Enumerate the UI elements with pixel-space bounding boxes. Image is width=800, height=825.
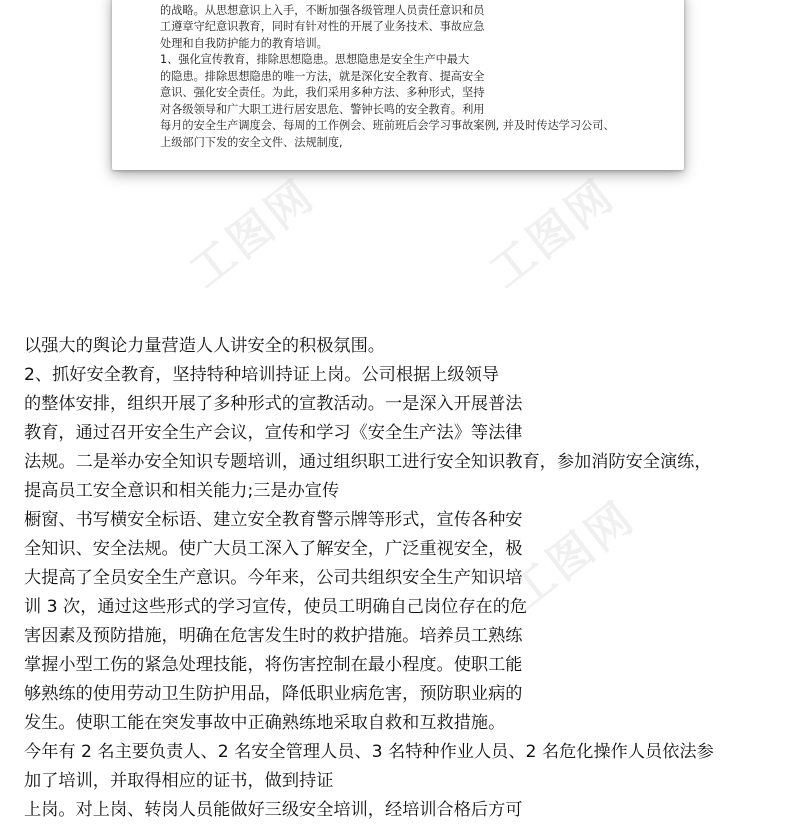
body-line: 的整体安排，组织开展了多种形式的宣教活动。一是深入开展普法 bbox=[24, 394, 523, 414]
document-page-text bbox=[160, 0, 680, 151]
body-line: 害因素及预防措施，明确在危害发生时的救护措施。培养员工熟练 bbox=[24, 626, 523, 646]
body-line: 以强大的舆论力量营造人人讲安全的积极氛围。 bbox=[24, 336, 385, 356]
doc-line: 的隐患。排除思想隐患的唯一方法，就是深化安全教育、提高安全 bbox=[160, 69, 485, 83]
watermark-logo: 工图网 bbox=[480, 169, 626, 298]
doc-line: 1、强化宣传教育，排除思想隐患。思想隐患是安全生产中最大 bbox=[160, 53, 470, 66]
doc-line: 工遵章守纪意识教育，同时有针对性的开展了业务技术、事故应急 bbox=[160, 20, 485, 33]
body-line: 2、抓好安全教育，坚持特种培训持证上岗。公司根据上级领导 bbox=[24, 365, 500, 385]
watermark-logo: 工图网 bbox=[180, 169, 326, 298]
watermark-logo: 工图网 bbox=[500, 491, 646, 620]
body-line: 教育，通过召开安全生产会议，宣传和学习《安全生产法》等法律 bbox=[24, 423, 523, 443]
doc-line: 对各级领导和广大职工进行居安思危、警钟长鸣的安全教育。利用 bbox=[160, 102, 485, 116]
doc-line: 意识、强化安全责任。为此，我们采用多种方法、多种形式，坚持 bbox=[160, 86, 485, 99]
doc-line: 每月的安全生产调度会、每周的工作例会、班前班后会学习事故案例, 并及时传达学习公司、 bbox=[160, 119, 615, 132]
document-body bbox=[24, 332, 794, 825]
document-page-preview bbox=[112, 0, 684, 170]
body-line: 够熟练的使用劳动卫生防护用品，降低职业病危害，预防职业病的 bbox=[24, 684, 523, 704]
body-line: 训 3 次，通过这些形式的学习宣传，使员工明确自己岗位存在的危 bbox=[24, 597, 528, 617]
body-line: 提高员工安全意识和相关能力;三是办宣传 bbox=[24, 481, 340, 501]
top-preview-area bbox=[0, 0, 800, 300]
doc-line: 处理和自我防护能力的教育培训。 bbox=[160, 36, 328, 50]
body-line: 上岗。对上岗、转岗人员能做好三级安全培训，经培训合格后方可 bbox=[24, 800, 523, 820]
body-line: 大提高了全员安全生产意识。今年来，公司共组织安全生产知识培 bbox=[24, 568, 523, 588]
body-line: 掌握小型工伤的紧急处理技能，将伤害控制在最小程度。使职工能 bbox=[24, 655, 523, 675]
body-line: 法规。二是举办安全知识专题培训，通过组织职工进行安全知识教育，参加消防安全演练， bbox=[24, 452, 712, 472]
body-line: 全知识、安全法规。使广大员工深入了解安全，广泛重视安全，极 bbox=[24, 539, 523, 559]
body-line: 今年有 2 名主要负责人、2 名安全管理人员、3 名特种作业人员、2 名危化操作人员依法参 bbox=[24, 742, 714, 762]
body-line: 发生。使职工能在突发事故中正确熟练地采取自救和互救措施。 bbox=[24, 713, 506, 733]
body-line: 橱窗、书写横安全标语、建立安全教育警示牌等形式，宣传各种安 bbox=[24, 510, 523, 530]
doc-line: 上级部门下发的安全文件、法规制度, bbox=[160, 135, 343, 149]
body-line: 加了培训，并取得相应的证书，做到持证 bbox=[24, 771, 334, 791]
doc-line: 的战略。从思想意识上入手，不断加强各级管理人员责任意识和员 bbox=[160, 3, 485, 17]
